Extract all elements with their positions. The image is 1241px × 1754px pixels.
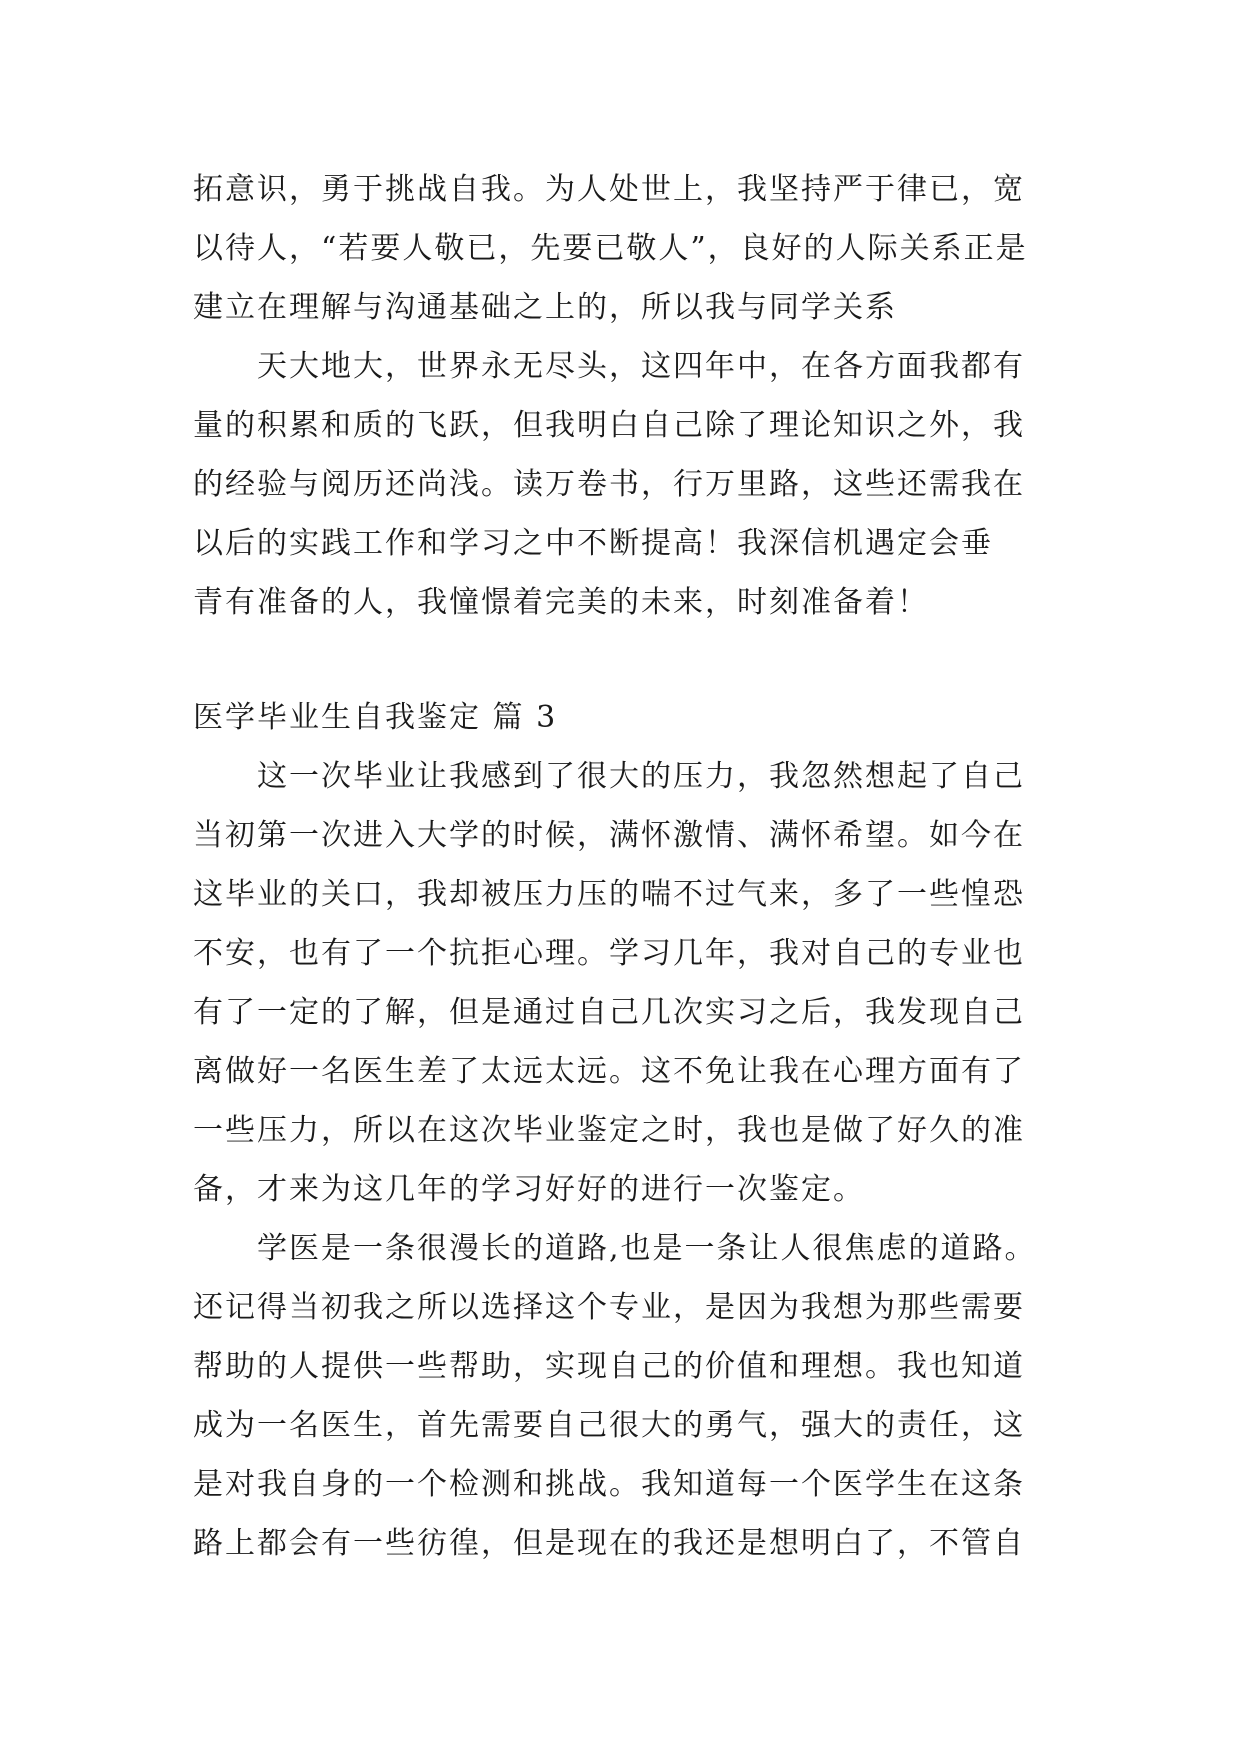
text-line: 建立在理解与沟通基础之上的，所以我与同学关系 <box>193 290 897 325</box>
text-line: 青有准备的人，我憧憬着完美的未来，时刻准备着！ <box>193 585 929 620</box>
paragraph-3 <box>193 747 1055 1219</box>
text-line: 学医是一条很漫长的道路,也是一条让人很焦虑的道路。 <box>257 1231 1037 1266</box>
text-line: 成为一名医生，首先需要自己很大的勇气，强大的责任，这 <box>193 1408 1025 1443</box>
text-line: 以后的实践工作和学习之中不断提高！我深信机遇定会垂 <box>193 526 993 561</box>
text-line: 路上都会有一些彷徨，但是现在的我还是想明白了，不管自 <box>193 1526 1025 1561</box>
text-line: 天大地大，世界永无尽头，这四年中，在各方面我都有 <box>257 349 1025 384</box>
paragraph-1 <box>193 160 1055 337</box>
document-page <box>193 160 1055 1573</box>
text-line: 备，才来为这几年的学习好好的进行一次鉴定。 <box>193 1172 865 1207</box>
text-line: 一些压力，所以在这次毕业鉴定之时，我也是做了好久的准 <box>193 1113 1025 1148</box>
text-line: 的经验与阅历还尚浅。读万卷书，行万里路，这些还需我在 <box>193 467 1025 502</box>
text-line: 当初第一次进入大学的时候，满怀激情、满怀希望。如今在 <box>193 818 1025 853</box>
text-line: 还记得当初我之所以选择这个专业，是因为我想为那些需要 <box>193 1290 1025 1325</box>
paragraph-4 <box>193 1219 1055 1573</box>
text-line: 拓意识，勇于挑战自我。为人处世上，我坚持严于律已，宽 <box>193 172 1025 207</box>
text-line: 量的积累和质的飞跃，但我明白自己除了理论知识之外，我 <box>193 408 1025 443</box>
section-spacer <box>193 632 1055 688</box>
text-line: 帮助的人提供一些帮助，实现自己的价值和理想。我也知道 <box>193 1349 1025 1384</box>
text-line: 是对我自身的一个检测和挑战。我知道每一个医学生在这条 <box>193 1467 1025 1502</box>
text-line: 离做好一名医生差了太远太远。这不免让我在心理方面有了 <box>193 1054 1025 1089</box>
text-line: 不安，也有了一个抗拒心理。学习几年，我对自己的专业也 <box>193 936 1025 971</box>
text-line: 这毕业的关口，我却被压力压的喘不过气来，多了一些惶恐 <box>193 877 1025 912</box>
text-line: 以待人，“若要人敬已，先要已敬人”，良好的人际关系正是 <box>193 231 1028 266</box>
text-line: 这一次毕业让我感到了很大的压力，我忽然想起了自己 <box>257 759 1025 794</box>
paragraph-2 <box>193 337 1055 632</box>
text-line: 有了一定的了解，但是通过自己几次实习之后，我发现自己 <box>193 995 1025 1030</box>
section-heading: 医学毕业生自我鉴定 篇 3 <box>193 700 558 735</box>
